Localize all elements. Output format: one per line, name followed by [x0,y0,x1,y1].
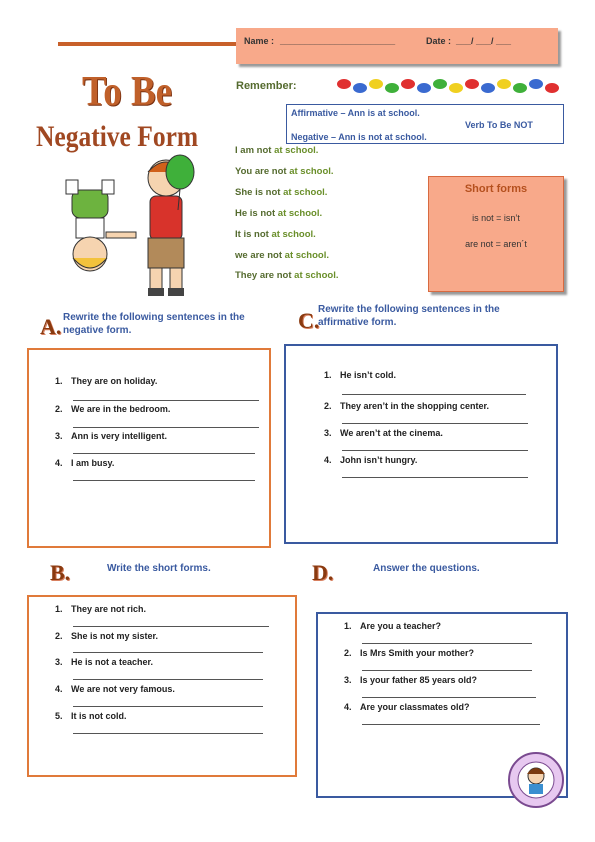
section-c-box [284,344,558,544]
short-form-item: is not = isn’t [472,213,520,223]
section-c-letter: C. [298,308,320,333]
answer-line[interactable] [73,480,255,481]
answer-line[interactable] [362,697,536,698]
header-divider [58,42,236,46]
exercise-item: 1. He isn’t cold. [324,370,397,380]
conjugation-row: You are not at school. [235,166,334,177]
answer-line[interactable] [342,477,528,478]
exercise-item: 2. They aren’t in the shopping center. [324,401,490,411]
exercise-item: 3. We aren’t at the cinema. [324,428,443,438]
answer-line[interactable] [342,450,528,451]
footprints-decoration [334,74,562,96]
section-a-letter: A. [40,314,62,339]
exercise-item: 2. Is Mrs Smith your mother? [344,648,475,658]
exercise-item: 4. Are your classmates old? [344,702,470,712]
conjugation-row: I am not at school. [235,145,319,156]
exercise-item: 3. He is not a teacher. [55,657,154,667]
name-date-box [236,28,558,64]
verb-note: Verb To Be NOT [465,120,533,130]
answer-line[interactable] [73,733,263,734]
kids-illustration [58,150,208,300]
short-forms-box [428,176,564,292]
exercise-item: 1. They are not rich. [55,604,147,614]
remember-label: Remember: [236,80,297,92]
short-forms-title: Short forms [464,183,528,195]
exercise-item: 1. Are you a teacher? [344,621,442,631]
date-field[interactable]: ___/ ___/ ___ [456,36,512,46]
answer-line[interactable] [73,652,263,653]
negative-example: Negative – Ann is not at school. [291,132,427,142]
exercise-item: 2. We are in the bedroom. [55,404,171,414]
answer-line[interactable] [342,394,526,395]
page-subtitle: Negative Form [36,120,199,153]
answer-line[interactable] [342,423,528,424]
answer-line[interactable] [73,400,259,401]
page-title: To Be [82,69,173,115]
answer-line[interactable] [73,453,255,454]
exercise-item: 4. We are not very famous. [55,684,175,694]
answer-line[interactable] [362,643,532,644]
exercise-item: 3. Ann is very intelligent. [55,431,168,441]
answer-line[interactable] [73,679,263,680]
author-stamp-logo [506,750,566,810]
exercise-item: 4. I am busy. [55,458,115,468]
section-d-letter: D. [312,560,334,585]
name-field[interactable]: _______________________ [280,36,396,46]
date-label: Date : [426,36,452,46]
affirmative-example: Affirmative – Ann is at school. [291,108,420,118]
conjugation-row: He is not at school. [235,208,323,219]
exercise-item: 5. It is not cold. [55,711,127,721]
answer-line[interactable] [73,427,259,428]
section-c-instruction: Rewrite the following sentences in the affirmative form. [318,304,500,328]
section-b-letter: B. [50,560,71,585]
conjugation-row: She is not at school. [235,187,328,198]
answer-line[interactable] [362,670,532,671]
answer-line[interactable] [362,724,540,725]
section-a-instruction: Rewrite the following sentences in the negative form. [63,312,245,336]
exercise-item: 3. Is your father 85 years old? [344,675,478,685]
short-form-item: are not = aren´t [465,239,527,249]
section-b-instruction: Write the short forms. [107,563,211,574]
section-a-box [27,348,271,548]
section-b-box [27,595,297,777]
exercise-item: 1. They are on holiday. [55,376,158,386]
section-d-instruction: Answer the questions. [373,563,480,574]
name-label: Name : [244,36,275,46]
exercise-item: 2. She is not my sister. [55,631,159,641]
conjugation-row: They are not at school. [235,270,339,281]
conjugation-row: It is not at school. [235,229,316,240]
rule-box [286,104,564,144]
answer-line[interactable] [73,706,263,707]
answer-line[interactable] [73,626,269,627]
exercise-item: 4. John isn’t hungry. [324,455,418,465]
conjugation-row: we are not at school. [235,250,329,261]
